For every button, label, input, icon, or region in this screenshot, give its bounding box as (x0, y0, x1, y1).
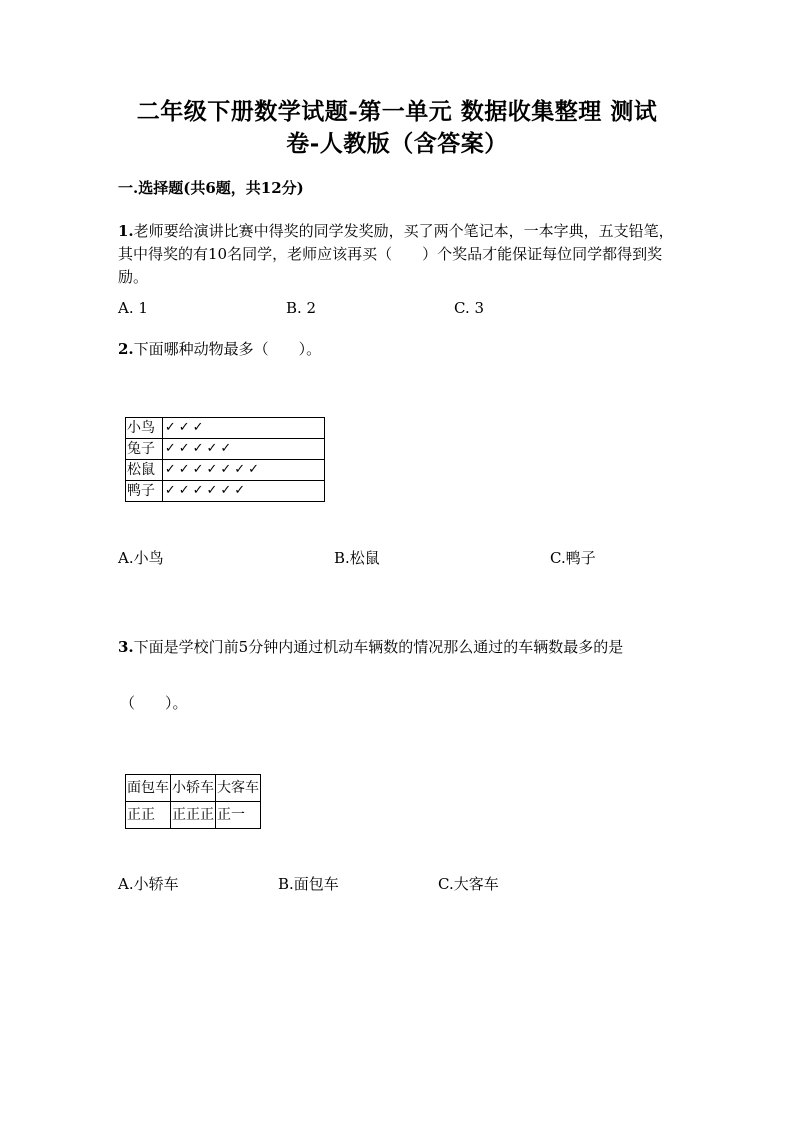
question-1-option-a[interactable]: A. 1 (118, 299, 148, 317)
question-3-number: 3. (118, 638, 134, 656)
animal-name: 小鸟 (126, 418, 163, 439)
column-header: 面包车 (126, 775, 171, 802)
animal-name: 兔子 (126, 439, 163, 460)
animal-tally-table (125, 417, 325, 502)
table-row (126, 439, 325, 460)
animal-ticks: ✓✓✓✓✓✓ (162, 481, 324, 502)
table-row (126, 418, 325, 439)
animal-ticks: ✓✓✓✓✓✓✓ (162, 460, 324, 481)
table-row (126, 481, 325, 502)
question-2-option-b[interactable]: B.松鼠 (334, 549, 380, 567)
question-3-option-c[interactable]: C.大客车 (438, 875, 499, 893)
document-title (110, 96, 684, 160)
question-2-text: 下面哪种动物最多（ ）。 (133, 340, 322, 358)
title-line-2: 卷-人教版（含答案） (286, 130, 508, 157)
question-3-text-continued: （ ）。 (120, 694, 188, 712)
column-header: 大客车 (216, 775, 261, 802)
section-heading: 一.选择题(共6题，共12分) (118, 179, 304, 197)
question-3 (118, 636, 623, 659)
tally-cell: 正正 (126, 802, 171, 829)
table-header-row (126, 775, 261, 802)
question-3-text: 下面是学校门前5分钟内通过机动车辆数的情况那么通过的车辆数最多的是 (133, 638, 624, 656)
animal-ticks: ✓✓✓✓✓ (162, 439, 324, 460)
tally-cell: 正正正 (171, 802, 216, 829)
question-3-option-b[interactable]: B.面包车 (278, 875, 339, 893)
question-2-option-a[interactable]: A.小鸟 (118, 549, 164, 567)
animal-name: 鸭子 (126, 481, 163, 502)
question-2 (118, 338, 321, 361)
title-line-1: 二年级下册数学试题-第一单元 数据收集整理 测试 (136, 98, 658, 125)
table-row (126, 460, 325, 481)
vehicle-tally-table (125, 774, 261, 829)
question-1 (118, 220, 678, 289)
column-header: 小轿车 (171, 775, 216, 802)
animal-ticks: ✓✓✓ (162, 418, 324, 439)
question-2-number: 2. (118, 340, 134, 358)
question-2-option-c[interactable]: C.鸭子 (550, 549, 596, 567)
question-1-number: 1. (118, 222, 134, 240)
question-1-option-b[interactable]: B. 2 (286, 299, 317, 317)
table-row (126, 802, 261, 829)
question-3-option-a[interactable]: A.小轿车 (118, 875, 179, 893)
question-1-text: 老师要给演讲比赛中得奖的同学发奖励，买了两个笔记本，一本字典，五支铅笔，其中得奖的有10名同学，老师应该再买（ ）个奖品才能保证每位同学都得到奖励。 (118, 222, 674, 286)
tally-cell: 正一 (216, 802, 261, 829)
question-1-option-c[interactable]: C. 3 (454, 299, 485, 317)
animal-name: 松鼠 (126, 460, 163, 481)
